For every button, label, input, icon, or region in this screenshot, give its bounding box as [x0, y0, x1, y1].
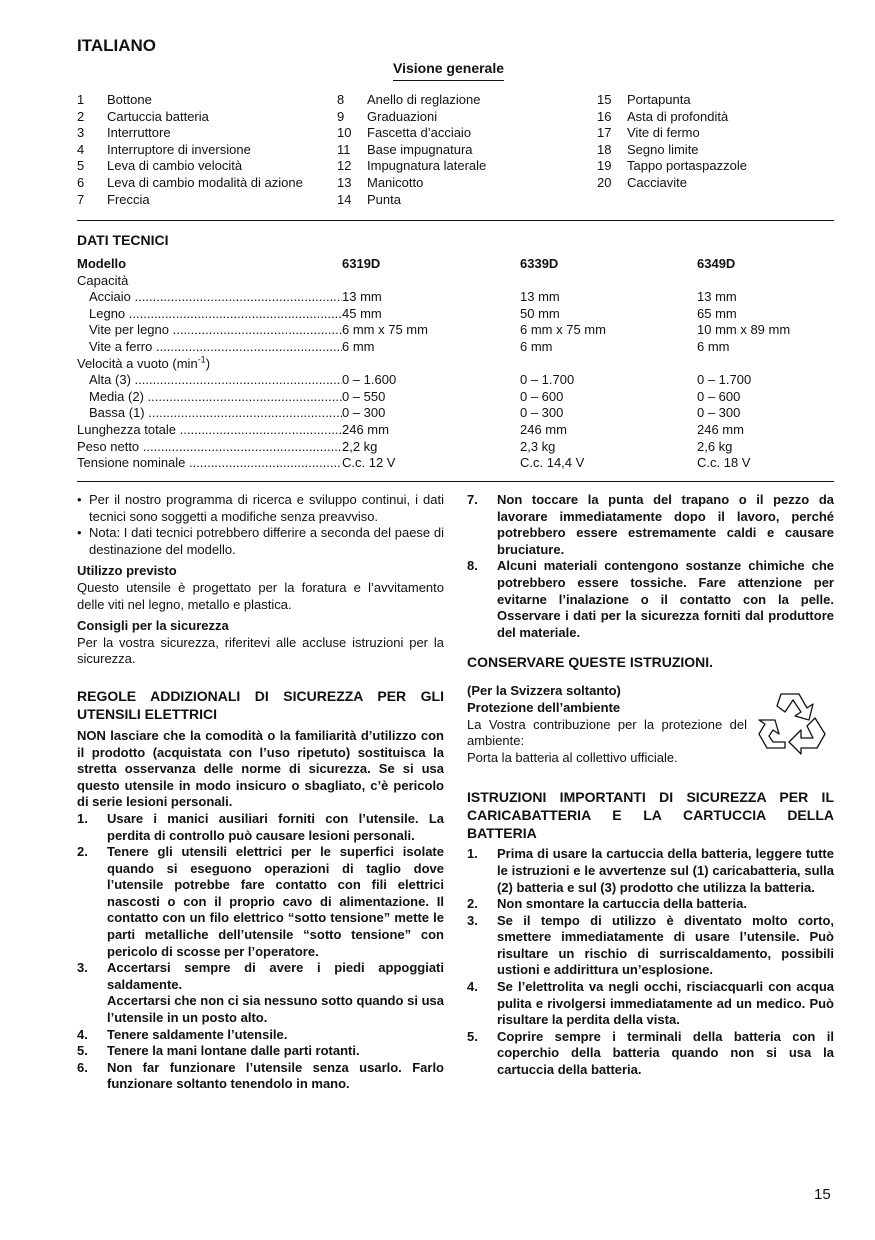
part-item: 14 Punta [337, 191, 401, 207]
specs-title: DATI TECNICI [77, 232, 169, 248]
recycle-icon [757, 690, 831, 760]
part-item: 16 Asta di profondità [597, 108, 729, 124]
rule-item: 5. Tenere la mani lontane dalle parti rotanti. [77, 1043, 360, 1059]
part-item: 9 Graduazioni [337, 108, 438, 124]
specs-row: Media (2) ..... 0 – 550 0 – 600 0 – 600 [77, 389, 837, 406]
rule-item: 8. Alcuni materiali contengono sostanze chimiche che potrebbero essere tossiche. Fare attenzione per evitarne l’inalazione o il contatto con la pelle. Osservare i dati per la sicurezza forniti dal produttore del materiale. [467, 558, 834, 640]
part-item: 7 Freccia [77, 191, 150, 207]
part-item: 13 Manicotto [337, 174, 424, 190]
left-column [77, 492, 444, 1093]
parts-column-3 [597, 92, 747, 192]
specs-header-row: Modello 6319D 6339D 6349D [77, 256, 736, 271]
keep-instructions-title: CONSERVARE QUESTE ISTRUZIONI. [467, 654, 714, 671]
divider [77, 220, 834, 221]
intended-use-text: Questo utensile è progettato per la foratura e l’avvitamento delle viti nel legno, metallo e plastica. [77, 579, 444, 612]
battery-safety-title: ISTRUZIONI IMPORTANTI DI SICUREZZA PER IL CARICABATTERIA E LA CARTUCCIA DELLA BATTERIA [467, 789, 834, 842]
specs-row: Bassa (1) ..... 0 – 300 0 – 300 0 – 300 [77, 405, 837, 422]
note-bullet: • Nota: I dati tecnici potrebbero differire a seconda del paese di destinazione del modello. [77, 525, 444, 558]
battery-rule-item: 3. Se il tempo di utilizzo è diventato molto corto, smettere immediatamente di usare l’utensile. Può risultare un rischio di surriscaldamento, possibili ustioni e addirittura un’esplosione. [467, 912, 834, 978]
specs-group-label: Capacità [77, 272, 129, 288]
page-number: 15 [814, 1186, 831, 1203]
overview-title: Visione generale [393, 60, 504, 81]
additional-rules-intro: NON lasciare che la comodità o la familiarità d’utilizzo con il prodotto (acquistata con l’uso ripetuto) sostituisca la stretta osservanza delle norme di sicurezza. Se si usa questo utensile in modo insicuro o sbagliato, c’è pericolo di serie lesioni personali. [77, 727, 444, 810]
language-heading: ITALIANO [77, 36, 157, 55]
part-item: 18 Segno limite [597, 141, 699, 157]
rule-item: 7. Non toccare la punta del trapano o il pezzo da lavorare immediatamente dopo il lavoro, perché potrebbero essere estremamente caldi e causare bruciature. [467, 492, 834, 557]
parts-column-1 [77, 92, 303, 208]
specs-row: Acciaio ..... 13 mm 13 mm 13 mm [77, 289, 837, 306]
environment-text-2: Porta la batteria al collettivo ufficiale. [467, 749, 678, 765]
specs-row: Lunghezza totale ..... 246 mm 246 mm 246 mm [77, 422, 837, 439]
specs-group-label: Velocità a vuoto $(\min^{-1})$ [77, 355, 211, 371]
part-item: 1 Bottone [77, 92, 152, 107]
specs-row: Vite a ferro ..... 6 mm 6 mm 6 mm [77, 339, 837, 356]
specs-row: Tensione nominale ..... C.c. 12 V C.c. 14,4 V C.c. 18 V [77, 455, 837, 472]
rule-item: 3. Accertarsi sempre di avere i piedi appoggiati saldamente. Accertarsi che non ci sia nessuno sotto quando si usa l’utensile in un posto alto. [77, 960, 444, 1026]
environment-title: Protezione dell’ambiente [467, 699, 621, 715]
specs-table [77, 256, 837, 472]
part-item: 2 Cartuccia batteria [77, 108, 209, 124]
safety-tips-title: Consigli per la sicurezza [77, 618, 229, 634]
part-item: 6 Leva di cambio modalità di azione [77, 174, 303, 190]
part-item: 5 Leva di cambio velocità [77, 158, 243, 174]
environment-block [467, 683, 747, 766]
part-item: 15 Portapunta [597, 92, 691, 107]
environment-text: La Vostra contribuzione per la protezione del ambiente: [467, 716, 747, 749]
specs-row: Alta (3) ..... 0 – 1.600 0 – 1.700 0 – 1.700 [77, 372, 837, 389]
part-item: 12 Impugnatura laterale [337, 158, 487, 174]
rule-item: 1. Usare i manici ausiliari forniti con l’utensile. La perdita di controllo può causare lesioni personali. [77, 810, 444, 843]
rule-item: 2. Tenere gli utensili elettrici per le superfici isolate quando si eseguono operazioni di taglio dove l’utensile potrebbe fare contatto con fili elettrici nascosti o con il proprio cavo di alimentazione. Il contatto con un filo elettrico “sotto tensione” mette le parti metalliche dell’utensile “sotto tensione” con pericolo di scosse per l’operatore. [77, 844, 444, 959]
battery-rule-item: 1. Prima di usare la cartuccia della batteria, leggere tutte le istruzioni e le avvertenze sul (1) caricabatteria, sulla (2) batteria e sul (3) prodotto che utilizza la batteria. [467, 846, 834, 895]
note-bullet: • Per il nostro programma di ricerca e sviluppo continui, i dati tecnici sono soggetti a modifiche senza preavviso. [77, 492, 444, 525]
rule-item: 6. Non far funzionare l’utensile senza usarlo. Farlo funzionare soltanto tenendolo in mano. [77, 1059, 444, 1092]
right-column [467, 492, 834, 1079]
part-item: 10 Fascetta d’acciaio [337, 125, 472, 141]
battery-rule-item: 5. Coprire sempre i terminali della batteria con il coperchio della batteria quando non si usa la cartuccia della batteria. [467, 1028, 834, 1078]
part-item: 19 Tappo portaspazzole [597, 158, 747, 174]
intended-use-title: Utilizzo previsto [77, 563, 177, 579]
part-item: 3 Interruttore [77, 125, 171, 141]
part-item: 20 Cacciavite [597, 174, 687, 190]
part-item: 4 Interruptore di inversione [77, 141, 251, 157]
parts-column-2 [337, 92, 486, 208]
battery-rule-item: 2. Non smontare la cartuccia della batteria. [467, 896, 747, 912]
rule-item: 4. Tenere saldamente l’utensile. [77, 1026, 288, 1042]
specs-row: Peso netto ..... 2,2 kg 2,3 kg 2,6 kg [77, 439, 837, 456]
specs-row: Vite per legno ..... 6 mm x 75 mm 6 mm x 75 mm 10 mm x 89 mm [77, 322, 837, 339]
safety-tips-text: Per la vostra sicurezza, riferitevi alle accluse istruzioni per la sicurezza. [77, 634, 444, 667]
divider [77, 481, 834, 482]
battery-rule-item: 4. Se l’elettrolita va negli occhi, risciacquarli con acqua pulita e rivolgersi immediatamente ad un medico. Può risultare la perdita della vista. [467, 979, 834, 1028]
additional-rules-title: REGOLE ADDIZIONALI DI SICUREZZA PER GLI UTENSILI ELETTRICI [77, 687, 444, 722]
part-item: 17 Vite di fermo [597, 125, 700, 141]
part-item: 11 Base impugnatura [337, 141, 473, 157]
part-item: 8 Anello di reglazione [337, 92, 481, 107]
specs-row: Legno ..... 45 mm 50 mm 65 mm [77, 306, 837, 323]
swiss-only-title: (Per la Svizzera soltanto) [467, 683, 621, 699]
